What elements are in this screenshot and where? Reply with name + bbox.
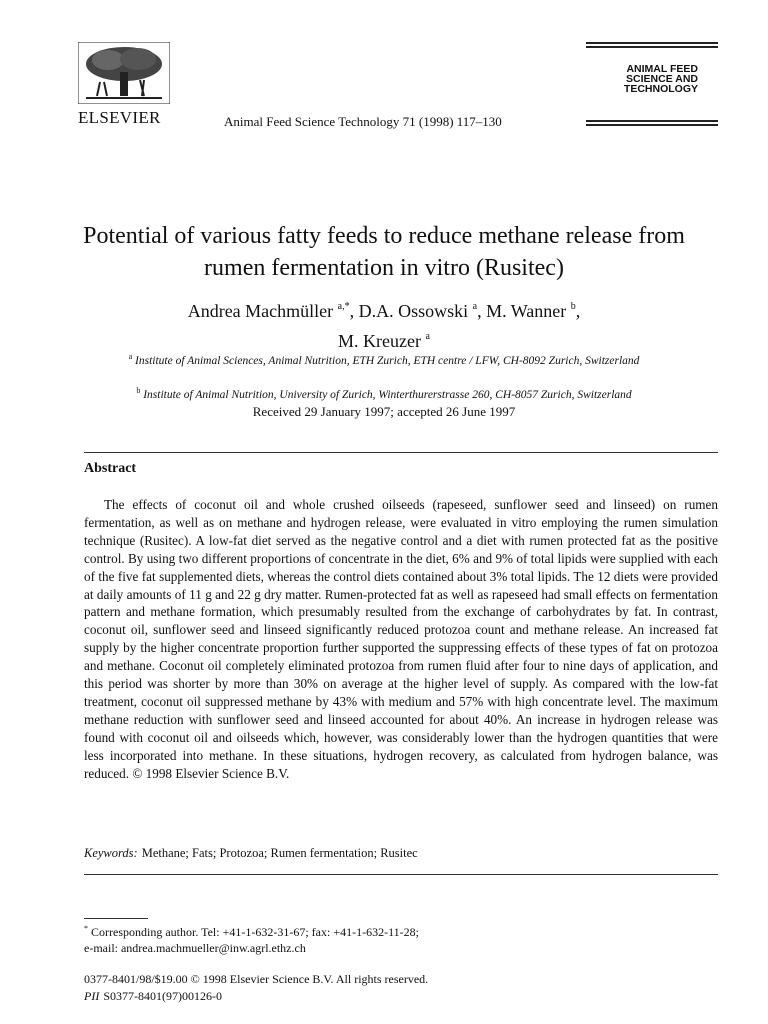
journal-masthead: [586, 42, 718, 128]
author-list: Andrea Machmüller $^{a,*}$, D.A. Ossowski $^a$, M. Wanner $^b$, M. Kreuzer $^a$: [187, 301, 581, 351]
publisher-name: ELSEVIER: [78, 108, 161, 127]
footnote-email: e-mail: andrea.machmueller@inw.agrl.ethz.ch: [84, 940, 306, 955]
masthead-rule: [586, 124, 718, 126]
author-affiliation-mark: b: [570, 301, 576, 312]
masthead-rule: [586, 42, 718, 44]
pii-line: [84, 989, 222, 1004]
author-name: D.A. Ossowski: [358, 301, 469, 321]
footnote-mark: *: [84, 924, 88, 933]
masthead-rule: [586, 120, 718, 122]
footnote-contact: Corresponding author. Tel: +41-1-632-31-67; fax: +41-1-632-11-28;: [91, 925, 419, 939]
elsevier-tree-logo-icon: [78, 42, 170, 104]
author-name: Andrea Machmüller: [187, 301, 334, 321]
pii-label: PII: [84, 989, 100, 1003]
author-name: M. Wanner: [486, 301, 567, 321]
affiliation: [70, 383, 698, 403]
keywords: [84, 846, 418, 861]
abstract-heading: Abstract: [84, 461, 137, 476]
keywords-text: Methane; Fats; Protozoa; Rumen fermentation; Rusitec: [141, 846, 418, 860]
journal-name: ANIMAL FEED SCIENCE AND TECHNOLOGY: [623, 63, 698, 95]
author-affiliation-mark: a,*: [337, 301, 350, 312]
journal-reference: Animal Feed Science Technology 71 (1998) 117–130: [224, 114, 502, 129]
footnote-rule: [84, 918, 148, 919]
article-title: Potential of various fatty feeds to reduce methane release from rumen fermentation in vitro (Rusitec): [83, 223, 685, 281]
affiliation: [70, 349, 698, 369]
author-affiliation-mark: a: [472, 301, 478, 312]
abstract-text: The effects of coconut oil and whole crushed oilseeds (rapeseed, sunflower seed and linseed) on rumen fermentation, as well as on methane and hydrogen release, were evaluated in vitro employing the rumen simulation technique (Rusitec). A low-fat diet served as the negative control and a diet with rumen protected fat as the positive control. By using two different proportions of concentrate in the diet, 6% and 9% of total lipids were supplied with each of the five fat supplemented diets, whereas the control diets contained about 3% total lipids. The 12 diets were provided at daily amounts of 11 g and 22 g dry matter. Rumen-protected fat as well as rapeseed had small effects on fermentation pattern and methane formation, which presumably resulted from the exchange of carbohydrates by fat. In contrast, coconut oil, sunflower seed and linseed significantly reduced protozoa count and methane release. An increased fat supply by the higher concentrate proportion further supported the suppressing effects of these types of fat on protozoa and methane. Coconut oil completely eliminated protozoa from rumen fluid after four to nine days of application, and this period was shorter by more than 30% on average at the higher level of supply. As compared with the low-fat treatment, coconut oil suppressed methane by 43% with medium and 57% with high concentrate level. The maximum methane reduction with sunflower seed and linseed accounted for about 40%. An increase in hydrogen release was found with coconut oil and oilseeds which, however, was considerably lower than the hydrogen quantities that were less incorporated into methane. In these situations, hydrogen recovery, as calculated from hydrogen balance, was reduced. © 1998 Elsevier Science B.V.: [84, 497, 718, 781]
corresponding-author-footnote: [84, 921, 718, 956]
affiliation-mark: b: [136, 386, 141, 395]
keywords-label: Keywords:: [84, 846, 138, 860]
divider: [84, 874, 718, 875]
copyright-line: 0377-8401/98/$19.00 © 1998 Elsevier Science B.V. All rights reserved.: [84, 972, 429, 986]
affiliation-mark: a: [128, 352, 133, 361]
author-name: M. Kreuzer: [338, 331, 421, 351]
divider: [84, 452, 718, 453]
received-dates: Received 29 January 1997; accepted 26 June 1997: [252, 404, 516, 419]
affiliation-text: Institute of Animal Sciences, Animal Nutrition, ETH Zurich, ETH centre / LFW, CH-8092 Zurich, Switzerland: [135, 355, 640, 367]
affiliation-text: Institute of Animal Nutrition, University of Zurich, Winterthurerstrasse 260, CH-8057 Zurich, Switzerland: [143, 389, 632, 401]
author-affiliation-mark: a: [425, 331, 430, 342]
masthead-rule: [586, 46, 718, 48]
pii-value: S0377-8401(97)00126-0: [103, 989, 222, 1003]
